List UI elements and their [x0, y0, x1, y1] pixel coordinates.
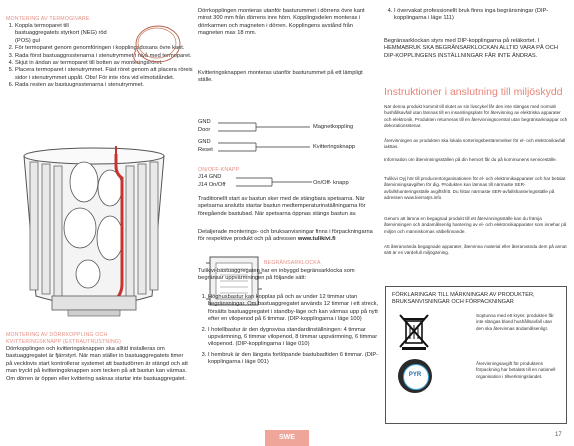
detail-instructions — [198, 229, 378, 244]
limiter-note: Begränsarklockan styrs med DIP-kopplingarna på reläkortet. I HEMMABRUK SKA BEGRÄNSARKLOCKAN ALLTID VARA PÅ OCH DIP-KOPPLINGENS INSTÄLLNINGAR FÅR INTE ÄNDRAS. — [384, 38, 558, 59]
thermocouple-wire-illustration — [128, 20, 186, 68]
install-step: 6. Rada resten av bastuugnsstenarna i stenutrymmet. — [15, 82, 197, 89]
wire-label-gnd: GND — [198, 119, 211, 125]
limiter-item: 1. Höghusbastur kan kopplas på och av under 12 timmar utan begränsningar. Om bastuaggregatet används 12 timmar i ett streck, försätts bastuaggregatet i standby-läge och kan värmas upp på nytt efter en vilopenod på 6 timmar. (DIP-kopplingarna i läge 100) — [208, 294, 388, 324]
markings-box — [385, 286, 567, 424]
wire-label-reset: Reset — [198, 147, 213, 153]
environment-paragraph-1: När denna produkt kommit till slutet av sin livscykel får den inte slängas med normalt hushållsavfall utan lämnas till en insamlingsplats för återvinning av elektriska apparater och elektronik. Produkten returneras till en återvinningscentral utan begränsarknappar och dekorationsstenar. — [384, 104, 568, 128]
install-step: 1. Koppla termoparet till bastuaggregatets styrkort (NEG) röd (POS) gul — [15, 23, 107, 45]
environment-paragraph-6: Att återanvända begagnade apparater, återvinna material eller återanvända dem på annat sätt är en värdefull miljögärning. — [384, 244, 567, 256]
pyr-logo-text: PYR — [408, 372, 422, 378]
limiter-heading: BEGRÄNSARKLOCKA — [264, 260, 321, 266]
install-step: 4. Skjut in ändan av termoparet till botten av monteringsröret. — [15, 60, 197, 67]
pyr-explanation: Återvinningsavgift för produktens förpackning har betalats till en nationell organisation i tillverkningslandet. — [476, 361, 556, 379]
crossed-bin-icon — [396, 313, 432, 351]
limiter-list-cont — [384, 8, 574, 23]
bin-explanation: Soptunna med ett kryss: produkten får inte slängas bland hushållsavfall utan den ska återvinnas ändamålsenligt. — [476, 313, 554, 331]
install-step: 3. Rada först bastuaggnsstenarna i stenutrymmet i nivå med termoparet. — [15, 53, 197, 60]
pyr-logo — [398, 359, 432, 393]
install-heading: MONTERING AV TERMOGIVARE — [6, 16, 90, 22]
onoff-gnd-label: J14 GND — [198, 174, 222, 180]
door-switch-heading-1: MONTERING AV DÖRRKOPPLING OCH — [6, 332, 108, 338]
install-step: 2. För termoparet genom genomföringen i kopplingsdosans övre kant. — [15, 45, 197, 52]
door-switch-intro: Dörrkopplingen monteras utanför basturummet i dörrens övre kant minst 300 mm från dörrens inre hörn. Kopplingsdelen monteras i dörrkarmen och magneten i dörren. Kopplingens avstånd från magneten max 18 mm. — [198, 8, 365, 37]
environment-paragraph-2: Återvinningen av produkten ska lokala sorteringsbestämmelser för el- och elektronikavfall iakttas. — [384, 138, 566, 150]
door-switch-heading-2: KVITTERINGSKNAPP (EXTRAUTRUSTNING) — [6, 339, 122, 345]
detail-text: Detaljerade monterings- och bruksanvisningar finns i förpackningarna för respektive produkt och på adressen — [198, 229, 373, 243]
onoff-wiring — [236, 174, 316, 194]
limiter-item: 2. I hotellbastur är den dygnsvisa standardinställningen: 4 timmar uppvärmning, 6 timmar vilopenod, 8 timmar uppvärmning, 6 timmar vilopenod. (DIP-kopplingarna i läge 010) — [208, 327, 388, 349]
sauna-heater-illustration — [12, 146, 177, 318]
wire-label-gnd-2: GND — [198, 139, 211, 145]
environment-heading: Instruktioner i anslutning till miljöskydd — [384, 86, 563, 98]
ack-button-label: Kvitteringsknapp — [313, 144, 356, 150]
ack-button-text: Kvitteringsknappen monteras utanför basturummet på ett lämpligt ställe. — [198, 70, 363, 84]
onoff-switch-label: On/Off- knapp — [313, 180, 349, 186]
wiring-diagram — [218, 118, 316, 158]
environment-paragraph-3: Information om återvinningsställen på din hemort får du på kommunens serviceställe. — [384, 157, 557, 162]
limiter-intro: Tulikivi-bastuaggregaten har en inbyggd begränsarklocka som begränsar uppvärmningen på följande sätt: — [198, 268, 355, 282]
website-link[interactable]: www.tulikivi.fi — [297, 236, 336, 243]
markings-title: FÖRKLARINGAR TILL MÄRKNINGAR AV PRODUKTER, BRUKSANVISNINGAR OCH FÖRPACKNINGAR — [392, 292, 535, 305]
limiter-list — [198, 294, 388, 367]
environment-paragraph-4: Tulikivi Oyj hör till producentorganisationen för el- och elektronikapparater och har betalat återvinningsavgiften för dig. Produkten kan lämnas till närmaste SER-avfallshanteringsställe avgiftsfritt. Du hittar närmaste SER-avfallshanteringsställe på adressen www.kierratys.info — [384, 176, 566, 200]
onoff-heading: ON/OFF-KNAPP — [198, 167, 240, 173]
door-switch-text: Dörrkopplingen och kvitteringsknappen ska alltid installeras om bastuaggregatet är fjärrstyrt. När man ställer in bastuaggregatets timer på vecklovis start kontrollerar systemet att bastudörren är stängd och att man tryckt på kvitteringsknappen som tecken på att bastun kan värmas. Om dörren är öppen eller kvittering saknas startar inte bastuaggregatet. — [6, 346, 188, 382]
limiter-item: 3. I hembruk är den längsta fortlöpande bastubadtiden 6 timmar. (DIP-kopplingarna i läge 001) — [208, 352, 388, 367]
language-label: SWE — [279, 434, 295, 441]
page-number: 17 — [555, 432, 562, 438]
wire-label-door: Door — [198, 127, 211, 133]
install-step: 5. Placera termoparet i stenutrymmet. Fäst röret genom att placera röreis sidor i stenutrymmet uppåt. Obs! För inte röra vid elmotståndet. — [15, 67, 197, 82]
onoff-signal-label: J14 On/Off — [198, 182, 226, 188]
language-tab — [265, 430, 309, 446]
traditional-start-text: Traditionellt start av bastun sker med de stängbara spetsarna. När spetsarna anslutts startar bastun medtemperaturinställningarna för föregående bastubad. När spetsarna öppnas stängs bastun av. — [198, 196, 366, 217]
limiter-item: 4. I övervakat professionellt bruk finns inga begränsningar (DIP-kopplingarna i läge 111) — [394, 8, 574, 23]
magnet-switch-label: Magnetkoppling — [313, 124, 354, 130]
environment-paragraph-5: Genom att lämna en begagnad produkt till ett återvinningsställe kan du främja återvinningen och ändamålsenlig hantering av el- och elektronikapparater som innehar på miljön och människornas välbefinnande. — [384, 216, 567, 234]
